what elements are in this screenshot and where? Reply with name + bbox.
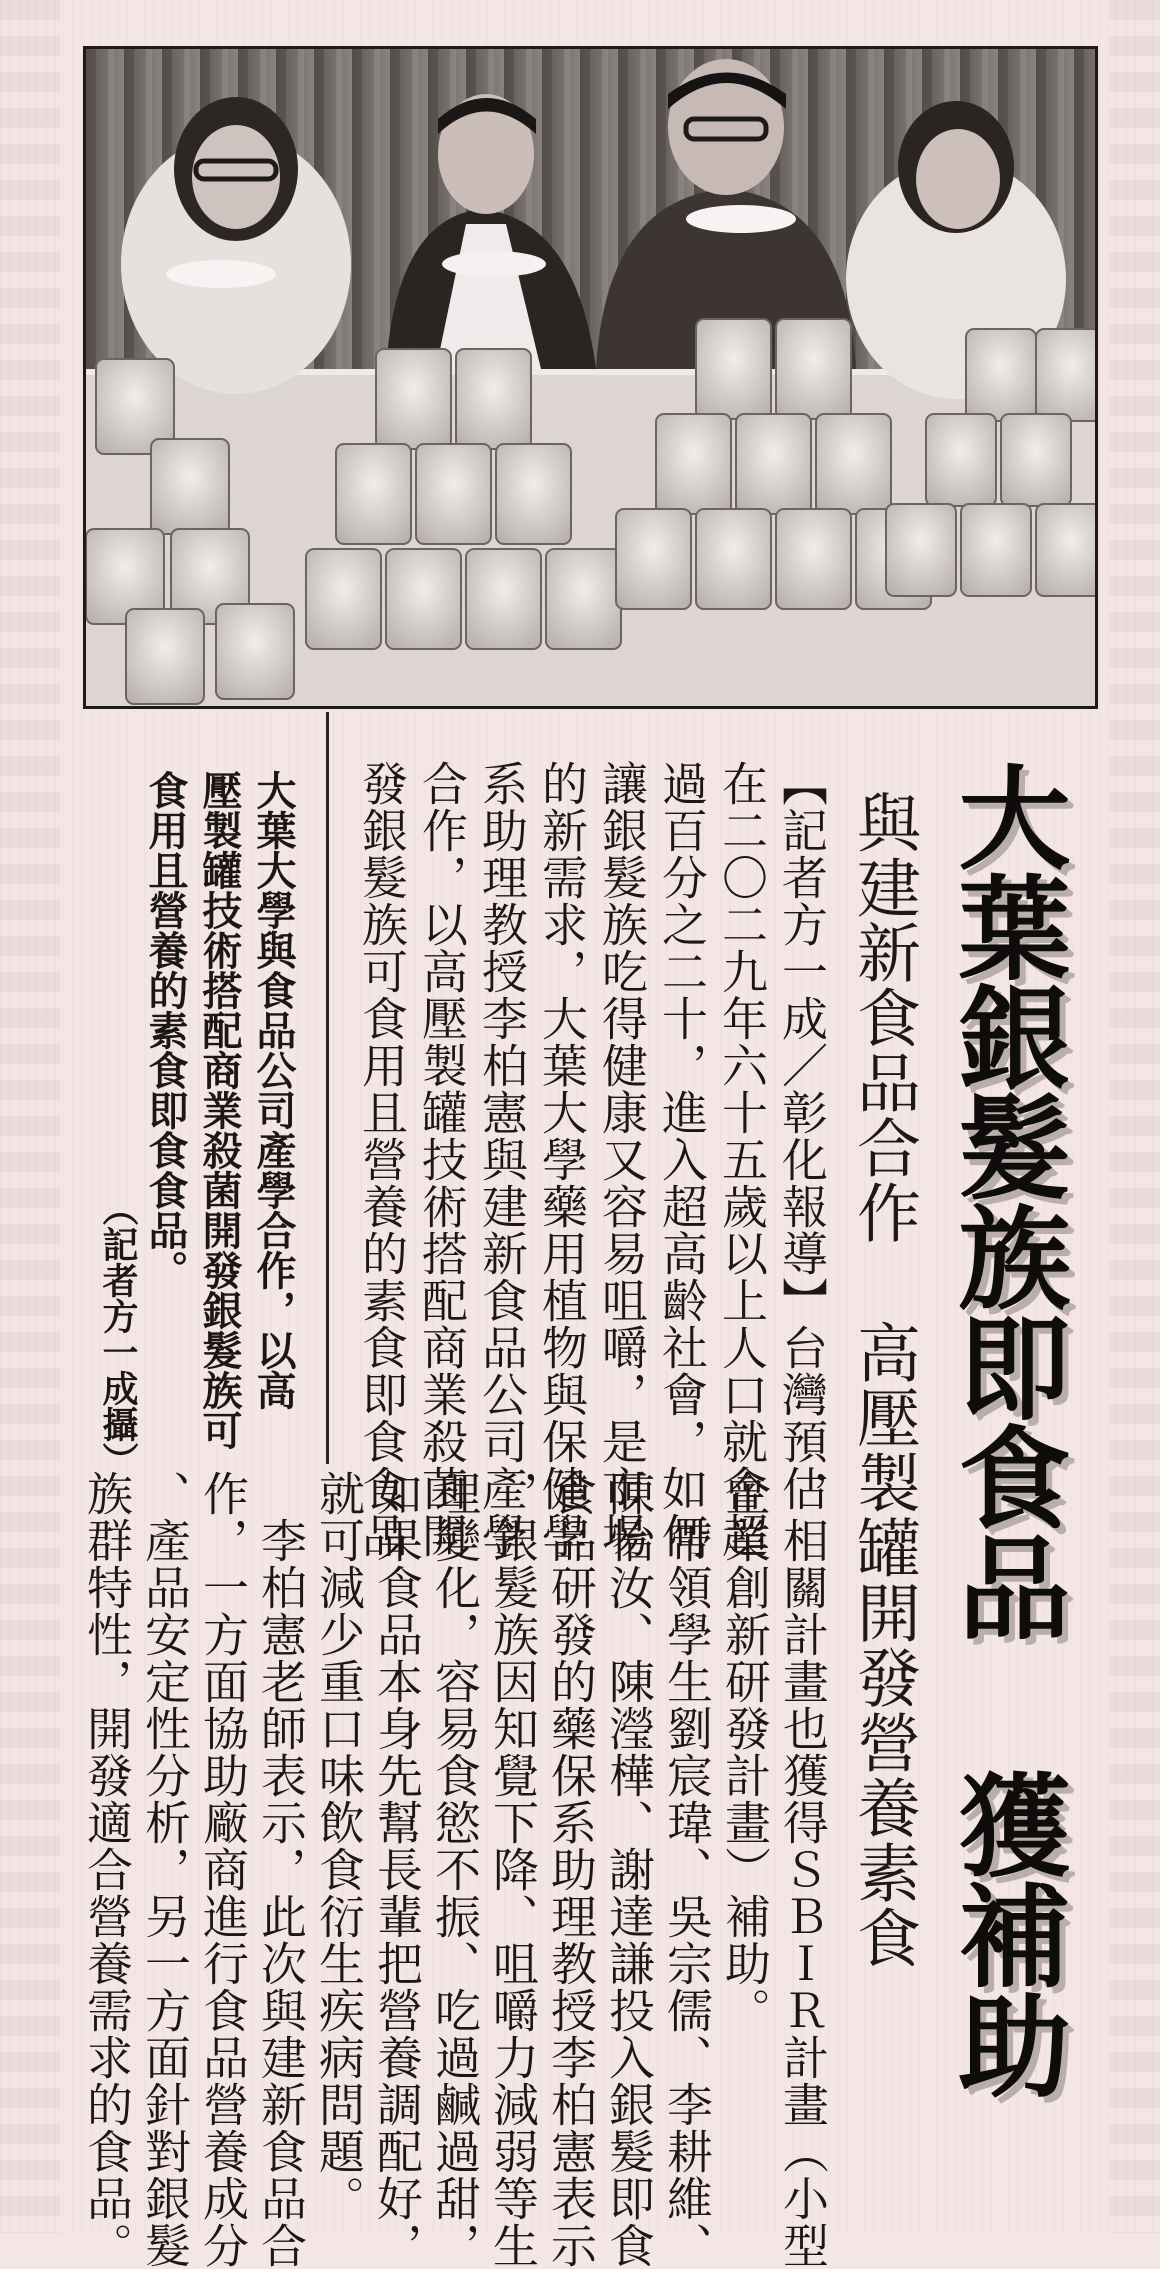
article-body-lower: ，相關計畫也獲得ＳＢＩＲ計畫（小型 企業創新研發計畫）補助。 帶領學生劉宸瑋、吳宗儒、李耕維、 陳怡汝、陳瀅樺、謝達謙投入銀髮即食 食品研發的藥保系助理教授李柏憲表示 ，銀髮族因知覺下降、咀嚼力減弱等生 理變化，容易食慾不振、吃過鹹過甜， 如果食品本身先幫長輩把營養調配好， 就可減少重口味飲食衍生疾病問題。 李柏憲老師表示，此次與建新食品合 作，一方面協助廠商進行食品營養成分 、產品安定性分析，另一方面針對銀髮 族群特性，開發適合營養需求的食品。 xyxy=(80,1470,830,2269)
headline: 大葉銀髮族即食品 獲補助 xyxy=(940,760,1070,2098)
subheadline: 與建新食品合作 高壓製罐開發營養素食 xyxy=(846,790,920,1970)
photo-illustration xyxy=(86,49,1095,706)
news-photo xyxy=(83,46,1098,709)
photo-caption: 大葉大學與食品公司產學合作，以高 壓製罐技術搭配商業殺菌開發銀髮族可 食用且營養的素食即食食品。 xyxy=(142,770,296,1450)
bleed-through-right xyxy=(1110,0,1160,2233)
bleed-through-left xyxy=(0,0,60,2233)
photo-credit: （記者方一成攝） xyxy=(97,1190,138,1478)
article-body-upper: 【記者方一成／彰化報導】台灣預估 在二〇二九年六十五歲以上人口就會超 過百分之二十，進入超高齡社會，如何 讓銀髮族吃得健康又容易咀嚼，是市場 的新需求，大葉大學藥用植物與保健學 系助理教授李柏憲與建新食品公司產學 合作，以高壓製罐技術搭配商業殺菌開 發銀髮族可食用且營養的素食即食食品 xyxy=(355,760,829,1559)
column-divider xyxy=(326,712,329,1464)
